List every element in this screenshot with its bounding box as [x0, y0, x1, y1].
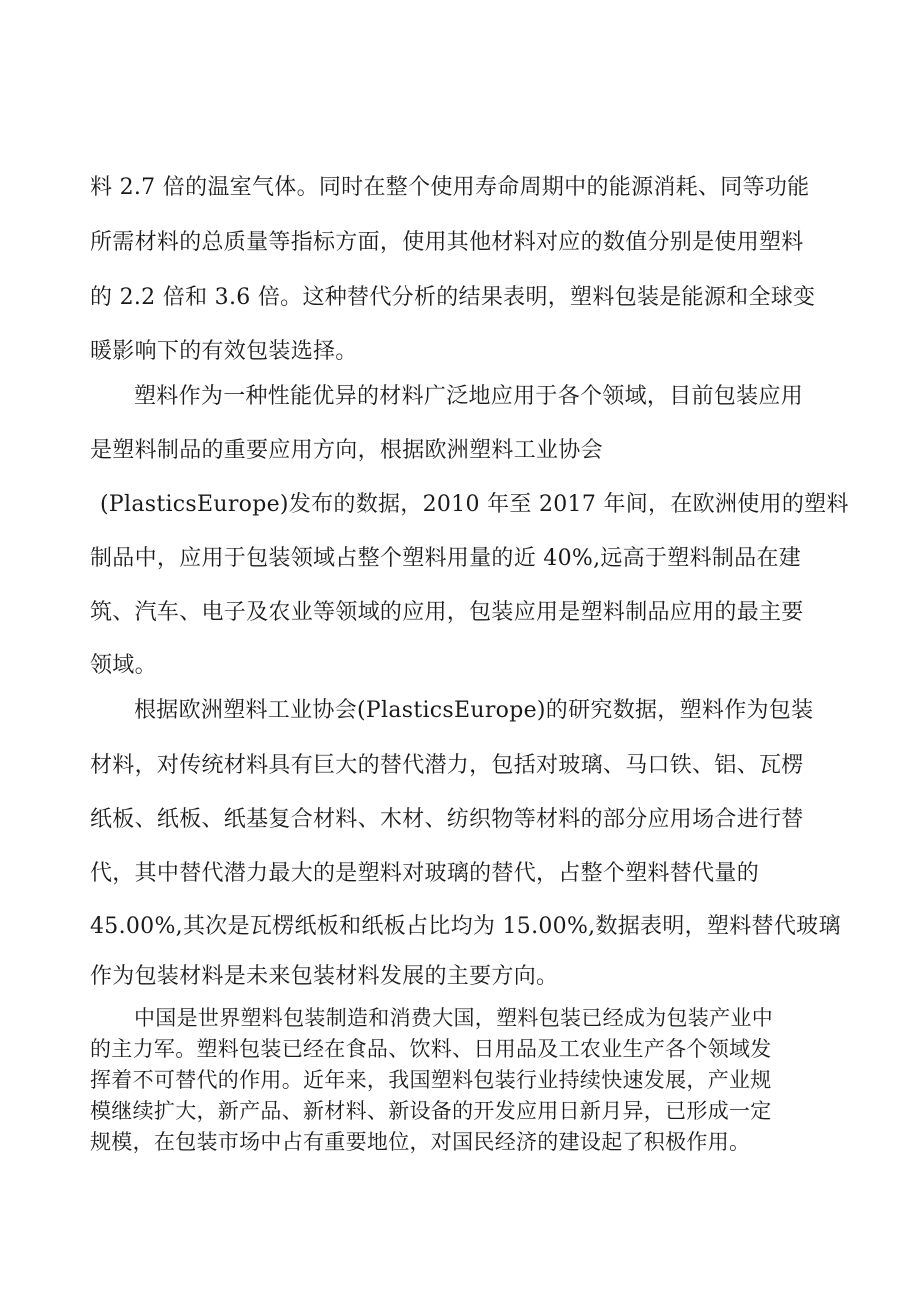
paragraph-line: 代，其中替代潜力最大的是塑料对玻璃的替代，占整个塑料替代量的	[90, 861, 760, 886]
paragraph-line: 规模，在包装市场中占有重要地位，对国民经济的建设起了积极作用。	[90, 1130, 751, 1154]
paragraph-line: 挥着不可替代的作用。近年来，我国塑料包装行业持续快速发展，产业规	[90, 1068, 772, 1092]
paragraph-line: 料 2.7 倍的温室气体。同时在整个使用寿命周期中的能源消耗、同等功能	[90, 175, 810, 200]
paragraph-line: 纸板、纸板、纸基复合材料、木材、纺织物等材料的部分应用场合进行替	[90, 807, 804, 832]
paragraph-line: 暖影响下的有效包装选择。	[90, 339, 358, 364]
paragraph-line: 塑料作为一种性能优异的材料广泛地应用于各个领域，目前包装应用	[134, 384, 804, 409]
paragraph-line: 作为包装材料是未来包装材料发展的主要方向。	[90, 964, 559, 989]
paragraph-line: 所需材料的总质量等指标方面，使用其他材料对应的数值分别是使用塑料	[90, 230, 804, 255]
paragraph-line: (PlasticsEurope)发布的数据，2010 年至 2017 年间，在欧洲使用的塑料	[100, 492, 849, 517]
paragraph-line: 制品中，应用于包装领域占整个塑料用量的近 40%,远高于塑料制品在建	[90, 546, 802, 571]
paragraph-line: 45.00%,其次是瓦楞纸板和纸板占比均为 15.00%,数据表明，塑料替代玻璃	[90, 914, 841, 939]
paragraph-line: 的主力军。塑料包装已经在食品、饮料、日用品及工农业生产各个领域发	[90, 1037, 772, 1061]
paragraph-line: 根据欧洲塑料工业协会(PlasticsEurope)的研究数据，塑料作为包装	[134, 698, 814, 723]
paragraph-line: 是塑料制品的重要应用方向，根据欧洲塑料工业协会	[90, 438, 603, 463]
paragraph-line: 领域。	[90, 653, 157, 678]
paragraph-line: 材料，对传统材料具有巨大的替代潜力，包括对玻璃、马口铁、铝、瓦楞	[90, 753, 804, 778]
paragraph-line: 的 2.2 倍和 3.6 倍。这种替代分析的结果表明，塑料包装是能源和全球变	[90, 285, 816, 310]
paragraph-line: 中国是世界塑料包装制造和消费大国，塑料包装已经成为包装产业中	[134, 1006, 773, 1030]
paragraph-line: 模继续扩大，新产品、新材料、新设备的开发应用日新月异，已形成一定	[90, 1099, 772, 1123]
paragraph-line: 筑、汽车、电子及农业等领域的应用，包装应用是塑料制品应用的最主要	[90, 600, 804, 625]
